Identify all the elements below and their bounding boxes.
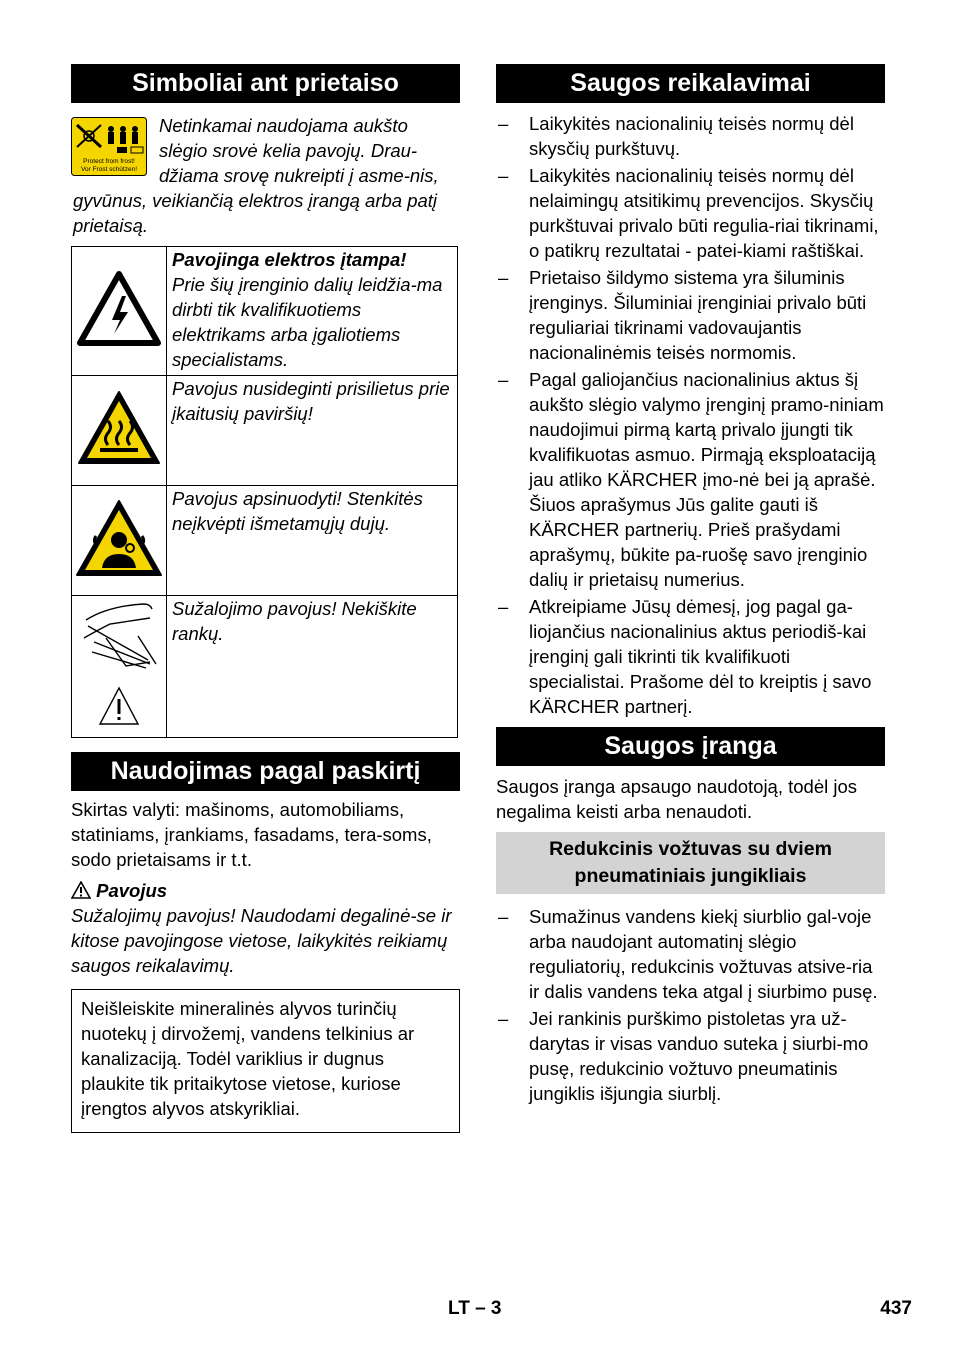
list-item-text: Laikykitės nacionalinių teisės normų dėl skysčių purkštuvų. (529, 113, 854, 159)
symbol-text: Prie šių įrenginio dalių leidžia-ma dirbti tik kvalifikuotiems elektrikams arba įgaliotiems specialistams. (172, 274, 443, 370)
list-item: – Atkreipiame Jūsų dėmesį, jog pagal ga-liojančius nacionalinius aktus periodiš-kai įrenginį gali tikrinti tik kvalifikuoti specialistai. Prašome dėl to kreiptis į savo KÄRCHER partnerį. (498, 596, 872, 717)
frost-sign-text-1: Protect from frost! (83, 158, 135, 165)
frost-sign-text-2: Vor Frost schützen! (81, 166, 137, 173)
symbol-row (72, 247, 458, 376)
symbol-row (72, 596, 458, 738)
equipment-text: Saugos įranga apsaugo naudotoją, todėl jos negalima keisti arba nenaudoti. (496, 776, 858, 822)
high-voltage-warning-icon (76, 270, 162, 348)
symbol-row (72, 376, 458, 486)
symbol-text: Sužalojimo pavojus! Nekiškite rankų. (172, 598, 417, 644)
warning-triangle-icon (71, 881, 91, 899)
list-item: – Laikykitės nacionalinių teisės normų dėl nelaimingų atsitikimų prevencijos. Skysčių purkštuvai privalo būti regulia-riai tikrinami, o patikrų rezultatai - patei-kiami raštiškai. (498, 165, 879, 261)
intended-use-text: Skirtas valyti: mašinoms, automobiliams, statiniams, įrankiams, fasadams, tera-soms, sodo prietaisams ir t.t. (71, 799, 432, 870)
list-item-text: Atkreipiame Jūsų dėmesį, jog pagal ga-liojančius nacionalinius aktus periodiš-kai įrenginį gali tikrinti tik kvalifikuoti specialistai. Prašome dėl to kreiptis į savo KÄRCHER partnerį. (529, 596, 872, 717)
right-column (496, 64, 885, 1108)
valve-list (496, 904, 885, 1106)
list-item: – Jei rankinis purškimo pistoletas yra už-darytas ir visas vanduo suteka į siurbi-mo pusę, redukcinio vožtuvo pneumatinis jungiklis išjungia siurblį. (498, 1008, 869, 1104)
oil-notice-text: Neišleiskite mineralinės alyvos turinčių nuotekų į dirvožemį, vandens telkinius ar kanalizaciją. Todėl variklius ir dugnus plaukite tik pritaikytose vietose, kuriose įrengtos alyvos atskyrikliai. (81, 998, 415, 1119)
danger-text: Sužalojimų pavojus! Naudodami degalinė-se ir kitose pavojingose vietose, laikykitės reikiamų saugos reikalavimų. (71, 905, 452, 976)
footer-language-page: LT – 3 (448, 1298, 502, 1319)
safety-heading: Saugos reikalavimai (496, 64, 885, 103)
intro-block (71, 113, 460, 238)
list-item-text: Pagal galiojančius nacionalinius aktus šį aukšto slėgio valymo įrenginį pramo-niniam naudojimui pirmą kartą privalo įjungti tik kvalifikuotas asmuo. Pirmąją eksploataciją jau atliko KÄRCHER įmo-nė bei ją aprašė. Šiuos aprašymus Jūs galite gauti iš KÄRCHER partnerių. Prieš prašydami aprašymų, būkite pa-ruošę savo įrenginio dalių ir prietaisų numerius. (529, 369, 884, 590)
oil-notice-box (71, 989, 460, 1133)
symbols-heading: Simboliai ant prietaiso (71, 64, 460, 103)
safety-list (496, 111, 885, 719)
symbol-row (72, 486, 458, 596)
equipment-heading: Saugos įranga (496, 727, 885, 766)
valve-heading: Redukcinis vožtuvas su dviem pneumatiniais jungikliais (496, 832, 885, 894)
protect-from-frost-icon (71, 117, 147, 176)
symbol-text: Pavojus apsinuodyti! Stenkitės neįkvėpti išmetamųjų dujų. (172, 488, 423, 534)
toxic-fumes-warning-icon (74, 498, 164, 578)
page-number: 437 (880, 1298, 912, 1319)
list-item: – Prietaiso šildymo sistema yra šiluminis įrenginys. Šiluminiai įrenginiai privalo būti reguliariai tikrinami vadovaujantis nacionalinėmis teisės normomis. (498, 267, 867, 363)
danger-label: Pavojus (96, 880, 168, 901)
intro-text: Netinkamai naudojama aukšto slėgio srovė kelia pavojų. Drau-džiama srovę nukreipti į asme-nis, gyvūnus, veikiančią elektros įrangą arba patį prietaisą. (73, 115, 439, 236)
list-item-text: Sumažinus vandens kiekį siurblio gal-voje arba naudojant automatinį slėgio reguliatorių, redukcinis vožtuvas atsive-ria ir dalis vandens teka atgal į siurbimo pusę. (529, 906, 878, 1002)
list-item: – Pagal galiojančius nacionalinius aktus šį aukšto slėgio valymo įrenginį pramo-niniam naudojimui pirmą kartą privalo įjungti tik kvalifikuotas asmuo. Pirmąją eksploataciją jau atliko KÄRCHER įmo-nė bei ją aprašė. Šiuos aprašymus Jūs galite gauti iš KÄRCHER partnerių. Prieš prašydami aprašymų, būkite pa-ruošę savo įrenginio dalių ir prietaisų numerius. (498, 369, 884, 590)
danger-label-row (71, 878, 460, 903)
hand-injury-warning-icon (76, 596, 162, 732)
list-item-text: Laikykitės nacionalinių teisės normų dėl nelaimingų atsitikimų prevencijos. Skysčių purkštuvai privalo būti regulia-riai tikrinami, o patikrų rezultatai - patei-kiami raštiškai. (529, 165, 879, 261)
symbol-text: Pavojus nusideginti prisilietus prie įkaitusių paviršių! (172, 378, 450, 424)
list-item-text: Prietaiso šildymo sistema yra šiluminis įrenginys. Šiluminiai įrenginiai privalo būti reguliariai tikrinami vadovaujantis nacionalinėmis teisės normomis. (529, 267, 867, 363)
list-item-text: Jei rankinis purškimo pistoletas yra už-darytas ir visas vanduo suteka į siurbi-mo pusę, redukcinio vožtuvo pneumatinis jungiklis išjungia siurblį. (529, 1008, 869, 1104)
hot-surface-warning-icon (76, 389, 162, 467)
list-item: – Laikykitės nacionalinių teisės normų dėl skysčių purkštuvų. (498, 113, 854, 159)
list-item: – Sumažinus vandens kiekį siurblio gal-voje arba naudojant automatinį slėgio reguliatorių, redukcinis vožtuvas atsive-ria ir dalis vandens teka atgal į siurbimo pusę. (498, 906, 878, 1002)
intended-use-heading: Naudojimas pagal paskirtį (71, 752, 460, 791)
symbols-table (71, 246, 458, 738)
left-column (71, 64, 460, 1133)
symbol-title: Pavojinga elektros įtampa! (172, 249, 407, 270)
